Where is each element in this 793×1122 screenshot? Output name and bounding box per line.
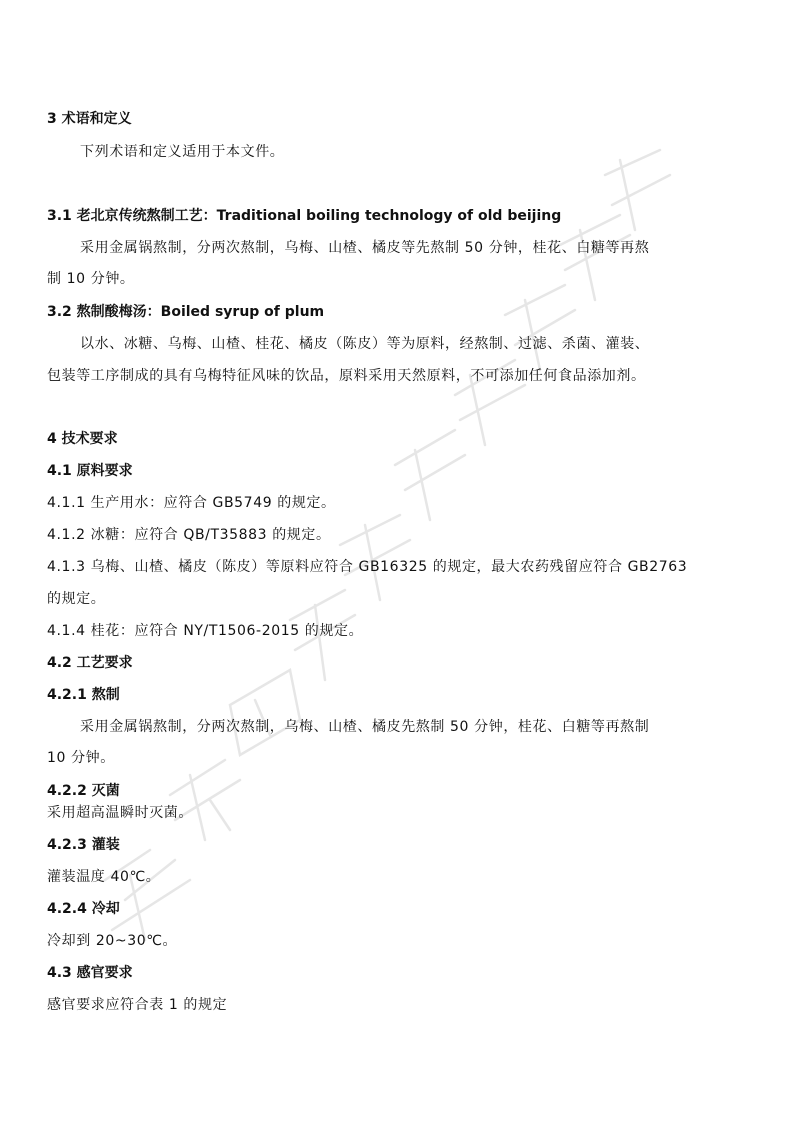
paragraph: 下列术语和定义适用于本文件。 — [80, 144, 285, 160]
paragraph: 以水、冰糖、乌梅、山楂、桂花、橘皮（陈皮）等为原料，经熬制、过滤、杀菌、灌装、 — [80, 336, 650, 352]
subsection-heading: 3.2 熬制酸梅汤：Boiled syrup of plum — [47, 304, 325, 320]
paragraph: 10 分钟。 — [47, 750, 115, 766]
section-heading: 4 技术要求 — [47, 431, 118, 447]
paragraph: 4.1.1 生产用水：应符合 GB5749 的规定。 — [47, 495, 336, 511]
paragraph: 采用金属锅熬制，分两次熬制，乌梅、山楂、橘皮先熬制 50 分钟，桂花、白糖等再熬制 — [80, 719, 650, 735]
paragraph: 感官要求应符合表 1 的规定 — [47, 997, 228, 1013]
subsection-heading: 4.2.4 冷却 — [47, 901, 120, 917]
subsection-heading: 4.3 感官要求 — [47, 965, 133, 981]
paragraph: 4.1.4 桂花：应符合 NY/T1506-2015 的规定。 — [47, 623, 364, 639]
paragraph: 制 10 分钟。 — [47, 271, 135, 287]
paragraph: 灌装温度 40℃。 — [47, 869, 161, 885]
paragraph: 采用金属锅熬制，分两次熬制，乌梅、山楂、橘皮等先熬制 50 分钟，桂花、白糖等再熬 — [80, 240, 650, 256]
paragraph: 4.1.3 乌梅、山楂、橘皮（陈皮）等原料应符合 GB16325 的规定，最大农药残留应符合 GB2763 — [47, 559, 688, 575]
subsection-heading: 4.1 原料要求 — [47, 463, 133, 479]
subsection-heading: 4.2 工艺要求 — [47, 655, 133, 671]
paragraph: 包装等工序制成的具有乌梅特征风味的饮品，原料采用天然原料，不可添加任何食品添加剂。 — [47, 368, 646, 384]
subsection-heading: 4.2.2 灭菌 — [47, 783, 120, 799]
subsection-heading: 4.2.1 熬制 — [47, 687, 120, 703]
paragraph: 冷却到 20~30℃。 — [47, 933, 178, 949]
paragraph: 的规定。 — [47, 591, 106, 607]
subsection-heading: 4.2.3 灌装 — [47, 837, 120, 853]
subsection-heading: 3.1 老北京传统熬制工艺：Traditional boiling technology of old beijing — [47, 208, 562, 224]
paragraph: 4.1.2 冰糖：应符合 QB/T35883 的规定。 — [47, 527, 331, 543]
paragraph: 采用超高温瞬时灭菌。 — [47, 805, 193, 821]
section-heading: 3 术语和定义 — [47, 111, 132, 127]
